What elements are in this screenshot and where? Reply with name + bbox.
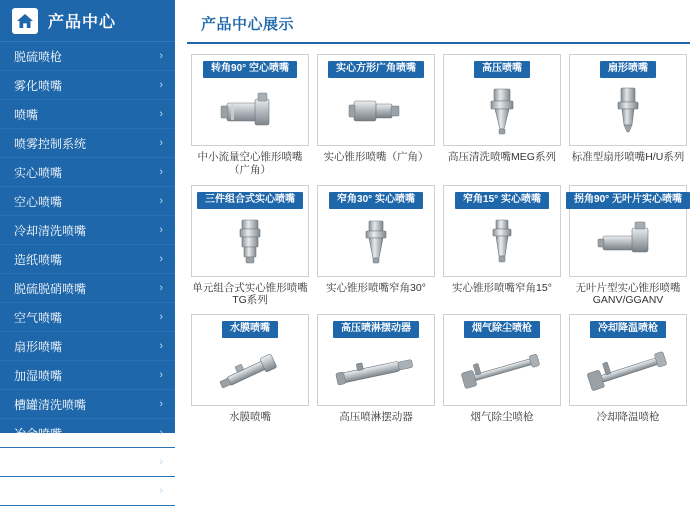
product-card[interactable] bbox=[316, 54, 436, 177]
chevron-right-icon: › bbox=[159, 224, 163, 236]
product-card[interactable] bbox=[190, 54, 310, 177]
chevron-right-icon: › bbox=[159, 166, 163, 178]
sidebar-item-label: 喷嘴 bbox=[14, 107, 39, 122]
sidebar-item-label: 冷却清洗喷嘴 bbox=[14, 223, 87, 238]
sidebar-item-12[interactable] bbox=[0, 390, 175, 419]
product-caption: 水膜喷嘴 bbox=[229, 411, 271, 423]
product-badge: 转角90° 空心喷嘴 bbox=[203, 61, 297, 78]
sidebar-item-label: 脱硫喷枪 bbox=[14, 49, 63, 64]
product-card[interactable] bbox=[190, 314, 310, 424]
chevron-right-icon: › bbox=[159, 79, 163, 91]
main-content bbox=[175, 0, 700, 433]
product-badge: 冷却降温喷枪 bbox=[590, 321, 666, 338]
sidebar-item-5[interactable] bbox=[0, 187, 175, 216]
product-thumb-box bbox=[569, 314, 687, 406]
product-badge: 三件组合式实心喷嘴 bbox=[197, 192, 303, 209]
product-thumb-box bbox=[317, 185, 435, 277]
sidebar-item-3[interactable] bbox=[0, 129, 175, 158]
sidebar-item-2[interactable] bbox=[0, 100, 175, 129]
chevron-right-icon: › bbox=[159, 195, 163, 207]
nozzle-square-wide-icon bbox=[318, 78, 434, 145]
sidebar-item-15[interactable] bbox=[0, 477, 175, 506]
sidebar-item-label: 脱硫脱硝喷嘴 bbox=[14, 281, 87, 296]
chevron-right-icon: › bbox=[159, 485, 163, 497]
product-caption: 烟气除尘喷枪 bbox=[470, 411, 534, 423]
nozzle-high-pressure-icon bbox=[444, 78, 560, 145]
product-thumb-box bbox=[443, 314, 561, 406]
nozzle-narrow-15-icon bbox=[444, 209, 560, 276]
sidebar-item-label: 加湿喷嘴 bbox=[14, 368, 63, 383]
sidebar-item-6[interactable] bbox=[0, 216, 175, 245]
sidebar-item-7[interactable] bbox=[0, 245, 175, 274]
product-caption: 高压喷淋摆动器 bbox=[339, 411, 413, 423]
chevron-right-icon: › bbox=[159, 398, 163, 410]
product-thumb-box bbox=[191, 54, 309, 146]
sidebar-item-10[interactable] bbox=[0, 332, 175, 361]
product-badge: 窄角30° 实心喷嘴 bbox=[329, 192, 423, 209]
sidebar-item-8[interactable] bbox=[0, 274, 175, 303]
product-badge: 拐角90° 无叶片实心喷嘴 bbox=[566, 192, 690, 209]
product-thumb-box bbox=[569, 54, 687, 146]
sidebar-item-label: 螺旋喷嘴 bbox=[14, 455, 63, 470]
nozzle-three-piece-icon bbox=[192, 209, 308, 276]
sidebar-item-11[interactable] bbox=[0, 361, 175, 390]
page-title: 产品中心展示 bbox=[201, 16, 295, 33]
product-caption: 实心锥形喷嘴窄角15° bbox=[452, 282, 552, 294]
chevron-right-icon: › bbox=[159, 50, 163, 62]
sidebar-item-13[interactable] bbox=[0, 419, 175, 448]
product-badge: 窄角15° 实心喷嘴 bbox=[455, 192, 549, 209]
sidebar-item-4[interactable] bbox=[0, 158, 175, 187]
product-caption: 无叶片型实心锥形喷嘴GANV/GGANV bbox=[575, 282, 681, 306]
chevron-right-icon: › bbox=[159, 427, 163, 439]
product-card[interactable] bbox=[442, 314, 562, 424]
nozzle-narrow-30-icon bbox=[318, 209, 434, 276]
product-thumb-box bbox=[443, 54, 561, 146]
lance-dust-removal-icon bbox=[444, 338, 560, 405]
sidebar-item-0[interactable] bbox=[0, 42, 175, 71]
product-card[interactable] bbox=[568, 314, 688, 424]
sidebar-item-label: 槽罐清洗喷嘴 bbox=[14, 397, 87, 412]
product-badge: 水膜喷嘴 bbox=[222, 321, 278, 338]
sidebar-item-label: 空气喷嘴 bbox=[14, 310, 63, 325]
home-icon bbox=[12, 8, 38, 34]
product-card[interactable] bbox=[568, 54, 688, 177]
product-card[interactable] bbox=[568, 185, 688, 306]
nozzle-vaneless-90-icon bbox=[570, 209, 686, 276]
product-thumb-box bbox=[191, 314, 309, 406]
sidebar-header bbox=[0, 0, 175, 42]
content-bottom-edge bbox=[175, 427, 700, 433]
product-caption: 实心锥形喷嘴（广角） bbox=[323, 151, 429, 163]
product-caption: 实心锥形喷嘴窄角30° bbox=[326, 282, 426, 294]
sidebar-menu bbox=[0, 42, 175, 506]
product-thumb-box bbox=[443, 185, 561, 277]
product-caption: 高压清洗喷嘴MEG系列 bbox=[448, 151, 556, 163]
product-card[interactable] bbox=[316, 185, 436, 306]
sidebar-item-label: 消防喷嘴 bbox=[14, 484, 63, 499]
sidebar-item-14[interactable] bbox=[0, 448, 175, 477]
chevron-right-icon: › bbox=[159, 456, 163, 468]
product-badge: 烟气除尘喷枪 bbox=[464, 321, 540, 338]
product-thumb-box bbox=[569, 185, 687, 277]
lance-cooling-icon bbox=[570, 338, 686, 405]
nozzle-elbow-90-icon bbox=[192, 78, 308, 145]
chevron-right-icon: › bbox=[159, 253, 163, 265]
sidebar-item-label: 实心喷嘴 bbox=[14, 165, 63, 180]
nozzle-fan-icon bbox=[570, 78, 686, 145]
product-caption: 冷却降温喷枪 bbox=[596, 411, 660, 423]
product-badge: 实心方形广角喷嘴 bbox=[328, 61, 424, 78]
product-caption: 标准型扇形喷嘴H/U系列 bbox=[571, 151, 685, 163]
product-thumb-box bbox=[191, 185, 309, 277]
sidebar-item-label: 雾化喷嘴 bbox=[14, 78, 63, 93]
product-badge: 高压喷嘴 bbox=[474, 61, 530, 78]
sidebar-item-label: 冶金喷嘴 bbox=[14, 426, 63, 441]
sidebar-item-9[interactable] bbox=[0, 303, 175, 332]
product-caption: 单元组合式实心锥形喷嘴TG系列 bbox=[192, 282, 308, 306]
product-grid bbox=[175, 44, 700, 432]
product-card[interactable] bbox=[442, 54, 562, 177]
sidebar-item-label: 喷雾控制系统 bbox=[14, 136, 87, 151]
sidebar bbox=[0, 0, 175, 499]
chevron-right-icon: › bbox=[159, 340, 163, 352]
product-card[interactable] bbox=[190, 185, 310, 306]
chevron-right-icon: › bbox=[159, 137, 163, 149]
sidebar-item-label: 造纸喷嘴 bbox=[14, 252, 63, 267]
sidebar-item-label: 空心喷嘴 bbox=[14, 194, 63, 209]
nozzle-oscillator-icon bbox=[318, 338, 434, 405]
product-thumb-box bbox=[317, 54, 435, 146]
chevron-right-icon: › bbox=[159, 369, 163, 381]
product-badge: 高压喷淋摆动器 bbox=[333, 321, 419, 338]
product-caption: 中小流量空心锥形喷嘴（广角） bbox=[197, 151, 303, 176]
nozzle-water-film-icon bbox=[192, 338, 308, 405]
page-title-bar bbox=[187, 0, 690, 44]
product-thumb-box bbox=[317, 314, 435, 406]
sidebar-item-1[interactable] bbox=[0, 71, 175, 100]
product-card[interactable] bbox=[316, 314, 436, 424]
chevron-right-icon: › bbox=[159, 311, 163, 323]
chevron-right-icon: › bbox=[159, 108, 163, 120]
sidebar-title: 产品中心 bbox=[48, 14, 117, 31]
sidebar-item-label: 扇形喷嘴 bbox=[14, 339, 63, 354]
product-card[interactable] bbox=[442, 185, 562, 306]
chevron-right-icon: › bbox=[159, 282, 163, 294]
product-badge: 扇形喷嘴 bbox=[600, 61, 656, 78]
